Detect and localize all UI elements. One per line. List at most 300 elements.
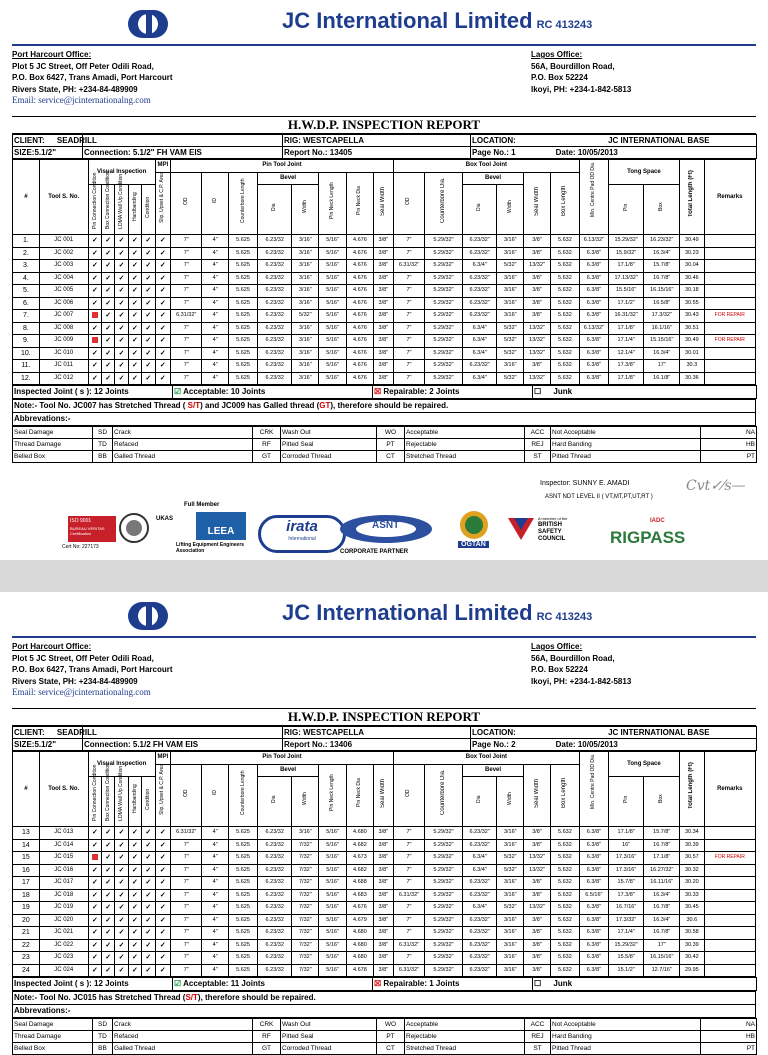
table-cell: 24	[13, 964, 40, 977]
table-cell: 5.632	[550, 260, 579, 273]
check-icon: ✓	[142, 902, 155, 915]
table-cell: 7"	[393, 247, 424, 260]
table-cell: JC 017	[39, 877, 88, 890]
table-cell: JC 016	[39, 864, 88, 877]
table-cell: 16.1/8"	[644, 372, 680, 385]
abbreviation-row	[13, 1019, 757, 1031]
table-cell: 22	[13, 939, 40, 952]
table-cell: 6.3/8"	[579, 827, 608, 840]
table-cell: 16.7/8"	[644, 902, 680, 915]
abbreviation-cell: ST	[525, 1043, 551, 1055]
table-cell: 4.676	[347, 902, 374, 915]
port-harcourt-address: Port Harcourt Office: Plot 5 JC Street, Off Peter Odili Road, P.O. Box 6427, Trans Amadi, Port Harcourt Rivers State, PH: +234-84-489909 Email: service@jcinternationalng.com	[12, 642, 173, 697]
table-cell: 6.23/32"	[462, 939, 497, 952]
table-cell: 8.	[13, 322, 40, 335]
check-icon: ✓	[115, 877, 128, 890]
check-icon: ✓	[155, 272, 171, 285]
check-icon: ✓	[128, 322, 141, 335]
abbreviation-table	[12, 1018, 757, 1055]
table-cell: 5.625	[229, 372, 258, 385]
check-icon: ✓	[128, 902, 141, 915]
table-cell: 5.632	[550, 939, 579, 952]
table-cell: 4"	[202, 864, 229, 877]
table-cell: 4"	[202, 372, 229, 385]
check-icon: ✓	[115, 322, 128, 335]
table-cell: 16.7/8"	[644, 839, 680, 852]
abbreviation-cell: NA	[701, 1019, 757, 1031]
check-icon: ✓	[155, 877, 171, 890]
table-cell: 6.3/8"	[579, 864, 608, 877]
check-icon: ✓	[142, 889, 155, 902]
table-cell: 6.23/32	[257, 310, 292, 323]
table-cell: 4"	[202, 285, 229, 298]
table-cell: 6.3/8"	[579, 260, 608, 273]
table-cell: JC 012	[39, 372, 88, 385]
abbreviation-cell: SD	[93, 1019, 113, 1031]
abbreviation-cell: TD	[93, 439, 113, 451]
abbreviation-cell: REJ	[525, 439, 551, 451]
table-cell: 6.31/32"	[393, 964, 424, 977]
table-cell: 5.29/32"	[425, 247, 463, 260]
table-cell: 5.625	[229, 322, 258, 335]
table-cell: 5/16"	[319, 964, 347, 977]
table-cell: JC 015	[39, 852, 88, 865]
check-icon: ✓	[115, 914, 128, 927]
check-icon: ✓	[115, 235, 128, 248]
table-cell: 3/8"	[373, 335, 393, 348]
table-cell: 15	[13, 852, 40, 865]
table-cell: 6.3/4"	[462, 902, 497, 915]
table-cell: 16.3/4"	[644, 889, 680, 902]
abbreviation-cell: Galled Thread	[113, 451, 253, 463]
check-icon: ✓	[102, 827, 115, 840]
company-name: JC International Limited RC 413243	[282, 600, 593, 625]
table-cell: 6.23/32	[257, 272, 292, 285]
check-icon: ✓	[88, 360, 101, 373]
table-cell: 17.1/8"	[608, 372, 644, 385]
check-icon: ✓	[88, 247, 101, 260]
table-cell: 3/8"	[373, 360, 393, 373]
table-cell: JC 024	[39, 964, 88, 977]
table-cell: 3/8"	[373, 952, 393, 965]
table-cell: 6.3/8"	[579, 360, 608, 373]
table-cell: 3/16"	[292, 372, 319, 385]
table-cell: 4.679	[347, 914, 374, 927]
table-cell: 5/16"	[319, 952, 347, 965]
check-icon: ✓	[102, 247, 115, 260]
table-cell: 17.13/32"	[608, 272, 644, 285]
table-cell: 3/16"	[292, 322, 319, 335]
remark-cell	[704, 952, 755, 965]
table-cell: 30.32	[680, 864, 704, 877]
check-icon: ✓	[155, 852, 171, 865]
table-cell: 6.23/32	[257, 939, 292, 952]
check-icon: ✓	[155, 952, 171, 965]
check-icon: ✓	[155, 297, 171, 310]
letterhead-2	[0, 592, 768, 636]
table-cell: 3/16"	[497, 839, 524, 852]
check-icon: ✓	[88, 839, 101, 852]
table-cell: 5.29/32"	[425, 260, 463, 273]
table-cell: 17.3/8"	[608, 889, 644, 902]
table-cell: 3/16"	[497, 889, 524, 902]
table-cell: 16.3/4"	[644, 247, 680, 260]
email-link[interactable]: Email: service@jcinternationalng.com	[12, 95, 151, 105]
table-cell: 5.29/32"	[425, 360, 463, 373]
table-cell: 5.625	[229, 360, 258, 373]
abbreviation-cell: Hard Banding	[551, 439, 701, 451]
table-cell: 7"	[393, 322, 424, 335]
table-cell: JC 002	[39, 247, 88, 260]
table-cell: 7"	[393, 952, 424, 965]
check-icon: ✓	[142, 927, 155, 940]
table-cell: 30.39	[680, 839, 704, 852]
check-icon: ✓	[115, 372, 128, 385]
abbreviation-cell: WO	[377, 427, 405, 439]
remark-cell	[704, 347, 755, 360]
table-cell: 3.	[13, 260, 40, 273]
table-cell: 6.31/32"	[393, 939, 424, 952]
note-row: Note:- Tool No. JC015 has Stretched Thread (S/T), therefore should be repaired. Abbrevations:-	[12, 991, 756, 1018]
check-icon: ✓	[155, 347, 171, 360]
remark-cell: FOR REPAIR	[704, 310, 755, 323]
table-cell: JC 021	[39, 927, 88, 940]
table-cell: 4.	[13, 272, 40, 285]
checkbox-x-icon: ☒	[374, 387, 382, 396]
table-cell: 7"	[393, 285, 424, 298]
check-icon: ✓	[155, 827, 171, 840]
table-cell: 5.632	[550, 272, 579, 285]
check-icon: ✓	[128, 310, 141, 323]
table-cell: 4"	[202, 260, 229, 273]
table-cell: 3/16"	[292, 297, 319, 310]
table-cell: 4"	[202, 335, 229, 348]
check-icon: ✓	[128, 272, 141, 285]
table-row	[13, 247, 756, 260]
check-icon: ✓	[102, 939, 115, 952]
table-cell: 5.632	[550, 902, 579, 915]
table-cell: 6.23/32"	[462, 877, 497, 890]
table-cell: 16.5/8"	[644, 297, 680, 310]
abbreviation-cell: Not Acceptable	[551, 1019, 701, 1031]
abbreviation-row	[13, 1043, 757, 1055]
table-cell: 3/16"	[292, 360, 319, 373]
check-icon: ✓	[142, 852, 155, 865]
table-cell: 4"	[202, 902, 229, 915]
table-cell: 13/32"	[524, 864, 551, 877]
remark-cell	[704, 260, 755, 273]
table-cell: 3/8"	[373, 347, 393, 360]
check-icon: ✓	[88, 889, 101, 902]
abbreviation-row	[13, 1031, 757, 1043]
abbreviation-cell: HB	[701, 1031, 757, 1043]
table-cell: 7.	[13, 310, 40, 323]
table-cell: 16.11/16"	[644, 877, 680, 890]
abbreviation-cell: ACC	[525, 1019, 551, 1031]
check-icon: ✓	[142, 914, 155, 927]
table-cell: 3/8"	[373, 864, 393, 877]
table-cell: 6.3/8"	[579, 839, 608, 852]
table-cell: 3/16"	[497, 272, 524, 285]
remark-cell	[704, 322, 755, 335]
abbreviation-cell: BB	[93, 1043, 113, 1055]
check-icon: ✓	[102, 877, 115, 890]
inspector-name: Inspector: SUNNY E. AMADI	[540, 480, 630, 487]
check-icon: ✓	[142, 335, 155, 348]
table-cell: 3/16"	[292, 347, 319, 360]
table-row	[13, 864, 756, 877]
table-cell: 5.632	[550, 247, 579, 260]
table-row	[13, 285, 756, 298]
header-rule	[12, 636, 756, 638]
table-cell: 16.31/32"	[608, 310, 644, 323]
check-icon: ✓	[115, 927, 128, 940]
table-row	[13, 260, 756, 273]
table-cell: 17.3/32"	[644, 310, 680, 323]
check-icon: ✓	[128, 952, 141, 965]
table-cell: 5.625	[229, 285, 258, 298]
full-member-label: Full Member	[184, 502, 220, 508]
table-cell: 5.29/32"	[425, 914, 463, 927]
check-icon: ✓	[88, 372, 101, 385]
table-cell: JC 018	[39, 889, 88, 902]
table-cell: 17.1/8"	[608, 827, 644, 840]
table-cell: 3/8"	[524, 310, 551, 323]
table-cell: 30.51	[680, 322, 704, 335]
table-cell: 4.676	[347, 272, 374, 285]
table-cell: 4"	[202, 360, 229, 373]
abbreviation-cell: PT	[377, 439, 405, 451]
table-cell: 29.95	[680, 964, 704, 977]
check-icon: ✓	[142, 260, 155, 273]
table-cell: 7/32"	[292, 877, 319, 890]
table-cell: 5.29/32"	[425, 335, 463, 348]
checkbox-empty-icon: ☐	[534, 387, 542, 396]
table-cell: 3/8"	[373, 902, 393, 915]
check-icon: ✓	[115, 852, 128, 865]
check-icon: ✓	[142, 939, 155, 952]
check-icon: ✓	[115, 272, 128, 285]
bsc-caption: A member of the	[538, 516, 568, 521]
check-icon: ✓	[128, 852, 141, 865]
table-cell: 7"	[171, 964, 202, 977]
table-cell: 30.57	[680, 852, 704, 865]
table-cell: 5.632	[550, 964, 579, 977]
table-cell: 6.3/4"	[462, 347, 497, 360]
table-cell: 3/8"	[524, 952, 551, 965]
table-cell: 5.625	[229, 839, 258, 852]
table-cell: 3/8"	[373, 839, 393, 852]
table-cell: 17.3/16"	[608, 852, 644, 865]
table-cell: 5.625	[229, 964, 258, 977]
table-cell: 17"	[644, 939, 680, 952]
table-cell: 7"	[393, 914, 424, 927]
table-cell: 13/32"	[524, 260, 551, 273]
table-cell: 5/16"	[319, 372, 347, 385]
table-cell: 7"	[393, 877, 424, 890]
company-logo-icon	[126, 600, 170, 632]
table-cell: 3/8"	[373, 927, 393, 940]
table-cell: 6.3/8"	[579, 939, 608, 952]
table-cell: 7"	[393, 827, 424, 840]
table-cell: 6.3/8"	[579, 247, 608, 260]
table-cell: 5.29/32"	[425, 347, 463, 360]
abbreviation-cell: Rejectable	[405, 1031, 525, 1043]
table-cell: 5.29/32"	[425, 902, 463, 915]
remark-cell	[704, 247, 755, 260]
table-cell: 5.632	[550, 889, 579, 902]
abbreviation-cell: ACC	[525, 427, 551, 439]
table-cell: 3/8"	[524, 285, 551, 298]
report-title: H.W.D.P. INSPECTION REPORT	[12, 116, 756, 134]
table-cell: 5/16"	[319, 272, 347, 285]
abbreviation-cell: NA	[701, 427, 757, 439]
table-cell: 6.23/32	[257, 347, 292, 360]
check-icon: ✓	[115, 297, 128, 310]
check-icon: ✓	[142, 285, 155, 298]
table-cell: 6.13/32"	[579, 235, 608, 248]
table-cell: 4.676	[347, 360, 374, 373]
table-cell: 6.3/8"	[579, 372, 608, 385]
table-cell: 3/16"	[292, 235, 319, 248]
table-cell: 15.15/16"	[644, 335, 680, 348]
table-cell: 6.3/4"	[462, 864, 497, 877]
table-cell: 5/16"	[319, 297, 347, 310]
table-cell: 17"	[644, 360, 680, 373]
report-page-2	[0, 592, 768, 1052]
check-icon: ✓	[142, 952, 155, 965]
table-cell: 6.31/32"	[171, 827, 202, 840]
table-cell: 5.625	[229, 889, 258, 902]
table-cell: 5.29/32"	[425, 310, 463, 323]
table-cell: 5.625	[229, 297, 258, 310]
table-cell: 10.	[13, 347, 40, 360]
abbreviation-cell: Belled Box	[13, 1043, 93, 1055]
table-cell: 7"	[171, 360, 202, 373]
table-cell: 5.632	[550, 235, 579, 248]
abbreviation-cell: Hard Banding	[551, 1031, 701, 1043]
table-cell: 5.632	[550, 852, 579, 865]
table-cell: 6.23/32"	[462, 839, 497, 852]
table-cell: 4.676	[347, 247, 374, 260]
check-icon: ✓	[155, 964, 171, 977]
table-cell: 7/32"	[292, 939, 319, 952]
check-icon: ✓	[102, 235, 115, 248]
table-cell: 5/32"	[497, 322, 524, 335]
table-cell: 19	[13, 902, 40, 915]
table-cell: 4.676	[347, 260, 374, 273]
abbreviation-cell: PT	[701, 1043, 757, 1055]
table-row	[13, 827, 756, 840]
table-cell: 5/32"	[497, 372, 524, 385]
report-meta: CLIENT: SEADRILL RIG: WESTCAPELLA LOCATION: JC INTERNATIONAL BASE SIZE:5.1/2" Connection: 5.1/2 FH VAM EIS Report No.: 13406 Page No.: 2 Date: 10/05/2013	[12, 726, 757, 751]
table-cell: 4.678	[347, 964, 374, 977]
table-cell: 7"	[171, 864, 202, 877]
check-icon: ✓	[115, 335, 128, 348]
check-icon: ✓	[128, 877, 141, 890]
table-cell: 4"	[202, 889, 229, 902]
abbreviation-cell: BB	[93, 451, 113, 463]
table-cell: 5.625	[229, 877, 258, 890]
remark-cell	[704, 927, 755, 940]
table-cell: 7"	[393, 347, 424, 360]
table-cell: 6.31/32"	[393, 889, 424, 902]
check-icon: ✓	[155, 322, 171, 335]
table-cell: JC 006	[39, 297, 88, 310]
table-cell: 3/8"	[524, 247, 551, 260]
table-cell: 4.676	[347, 235, 374, 248]
table-cell: 30.46	[680, 272, 704, 285]
email-link[interactable]: Email: service@jcinternationalng.com	[12, 687, 151, 697]
table-cell: 4"	[202, 939, 229, 952]
check-icon: ✓	[102, 372, 115, 385]
table-cell: 5/32"	[497, 864, 524, 877]
table-cell: 30.6	[680, 914, 704, 927]
table-cell: 4"	[202, 322, 229, 335]
check-icon: ✓	[102, 272, 115, 285]
ukas-logo: UKAS	[156, 516, 174, 522]
table-cell: 5/32"	[497, 347, 524, 360]
check-icon: ✓	[155, 939, 171, 952]
check-icon: ✓	[115, 889, 128, 902]
table-cell: 5/16"	[319, 322, 347, 335]
table-cell: 3/16"	[497, 247, 524, 260]
check-icon: ✓	[115, 310, 128, 323]
table-cell: 5/32"	[497, 902, 524, 915]
abbreviation-cell: Not Acceptable	[551, 427, 701, 439]
check-icon: ✓	[142, 297, 155, 310]
table-row	[13, 372, 756, 385]
check-icon: ✓	[155, 839, 171, 852]
abbreviation-table	[12, 426, 757, 463]
table-cell: 15.7/8"	[608, 877, 644, 890]
table-cell: 3/8"	[524, 877, 551, 890]
table-cell: 5.29/32"	[425, 927, 463, 940]
table-cell: 7"	[171, 927, 202, 940]
table-cell: 6.23/32"	[462, 272, 497, 285]
table-cell: 6.23/32	[257, 889, 292, 902]
table-cell: 4"	[202, 952, 229, 965]
table-cell: 7"	[171, 235, 202, 248]
table-cell: 5.632	[550, 914, 579, 927]
table-cell: 7"	[393, 297, 424, 310]
check-icon: ✓	[102, 839, 115, 852]
table-cell: 5.632	[550, 297, 579, 310]
table-cell: 17.1/2"	[608, 297, 644, 310]
check-icon: ✓	[102, 297, 115, 310]
table-cell: 5.632	[550, 347, 579, 360]
table-row	[13, 310, 756, 323]
check-icon: ✓	[142, 964, 155, 977]
table-row	[13, 914, 756, 927]
check-icon: ✓	[88, 347, 101, 360]
table-cell: 15.9/32"	[608, 247, 644, 260]
lagos-address: Lagos Office: 56A, Bourdillon Road, P.O. Box 52224 Ikoyi, PH: +234-1-842-5813	[531, 642, 632, 686]
inspection-table: # Tool S. No. Visual Inspection MPI Pin Tool Joint Box Tool Joint Min. Centre Pad OD Dia. Tong Space Total Length (Ft) Remarks Slip, Upset & C.P. Area OD ID Counterbore Length Bevel Pin Neck Length Pin Neck Dia Seal Width OD Counterbore Dia. Bevel Seal Width Box Length Pin Connection Condition Box Connection Condition LOMA Wall Up Condition Hardbanding Condition Dia Width Dia Width Pin Box 1. JC 001 ✓ ✓ ✓ ✓ ✓ ✓ 7" 4" 5.625 6.23/32 3/16" 5/16" 4.676 3/8" 7" 5.29/32" 6.23/32" 3/16" 3/8" 5.632 6.13/32" 15.29/32" 16.23/32" 30.49 2. JC 002 ✓ ✓ ✓ ✓ ✓ ✓ 7" 4" 5.625 6.23/32 3/16" 5/16" 4.676 3/8" 7" 5.29/32" 6.23/32" 3/16" 3/8" 5.632 6.3/8" 15.9/32" 16.3/4" 30.23 3. JC 003 ✓ ✓ ✓ ✓ ✓ ✓ 7" 4" 5.625 6.23/32 3/16" 5/16" 4.676 3/8" 6.31/32" 5.29/32" 6.3/4" 5/32" 13/32" 5.632 6.3/8" 17.1/8" 15.7/8" 30.04 4. JC 004 ✓ ✓ ✓ ✓ ✓ ✓ 7" 4" 5.625 6.23/32 3/16" 5/16" 4.676 3/8" 7" 5.29/32" 6.23/32" 3/16" 3/8" 5.632 6.3/8" 17.13/32" 16.7/8" 30.46 5. JC 005 ✓ ✓ ✓ ✓ ✓ ✓ 7" 4" 5.625 6.23/32 3/16" 5/16" 4.676 3/8" 7" 5.29/32" 6.23/32" 3/16" 3/8" 5.632 6.3/8" 15.5/16" 16.15/16" 30.18 6. JC 006 ✓ ✓ ✓ ✓ ✓ ✓ 7" 4" 5.625 6.23/32 3/16" 5/16" 4.676 3/8" 7" 5.29/32" 6.23/32" 3/16" 3/8" 5.632 6.3/8" 17.1/2" 16.5/8" 30.55 7. JC 007 ✓ ✓ ✓ ✓ ✓ 6.31/32" 4" 5.625 6.23/32 5/32" 5/16" 4.676 3/8" 7" 5.29/32" 6.23/32" 3/16" 3/8" 5.632 6.3/8" 16.31/32" 17.3/32" 30.43 FOR REPAIR 8. JC 008 ✓ ✓ ✓ ✓ ✓ ✓ 7" 4" 5.625 6.23/32 3/16" 5/16" 4.676 3/8" 7" 5.29/32" 6.3/4" 5/32" 13/32" 5.632 6.13/32" 17.1/8" 16.1/16" 30.51 9. JC 009 ✓ ✓ ✓ ✓ ✓ 7" 4" 5.625 6.23/32 3/16" 5/16" 4.676 3/8" 7" 5.29/32" 6.3/4" 5/32" 13/32" 5.632 6.3/8" 17.1/4" 15.15/16" 30.49 FOR REPAIR 10. JC 010 ✓ ✓ ✓ ✓ ✓ ✓ 7" 4" 5.625 6.23/32 3/16" 5/16" 4.676 3/8" 7" 5.29/32" 6.3/4" 5/32" 13/32" 5.632 6.3/8" 12.1/4" 16.3/4" 30.01 11. JC 011 ✓ ✓ ✓ ✓ ✓ ✓ 7" 4" 5.625 6.23/32 3/16" 5/16" 4.676 3/8" 7" 5.29/32" 6.23/32" 3/16" 3/8" 5.632 6.3/8" 17.3/8" 17" 30.3 12. JC 012 ✓ ✓ ✓ ✓ ✓ ✓ 7" 4" 5.625 6.23/32 3/16" 5/16" 4.676 3/8" 7" 5.29/32" 6.3/4" 5/32" 13/32" 5.632 6.3/8" 17.1/8" 16.1/8" 30.36	[12, 159, 756, 385]
check-icon: ✓	[115, 952, 128, 965]
table-cell: 16	[13, 864, 40, 877]
table-cell: 6.23/32"	[462, 297, 497, 310]
remark-cell: FOR REPAIR	[704, 335, 755, 348]
table-cell: 5/16"	[319, 347, 347, 360]
table-cell: 6.23/32"	[462, 310, 497, 323]
check-icon: ✓	[102, 852, 115, 865]
table-cell: 5.632	[550, 372, 579, 385]
abbreviation-cell: GT	[253, 1043, 281, 1055]
table-cell: 5/16"	[319, 235, 347, 248]
remark-cell	[704, 360, 755, 373]
table-cell: 7/32"	[292, 927, 319, 940]
